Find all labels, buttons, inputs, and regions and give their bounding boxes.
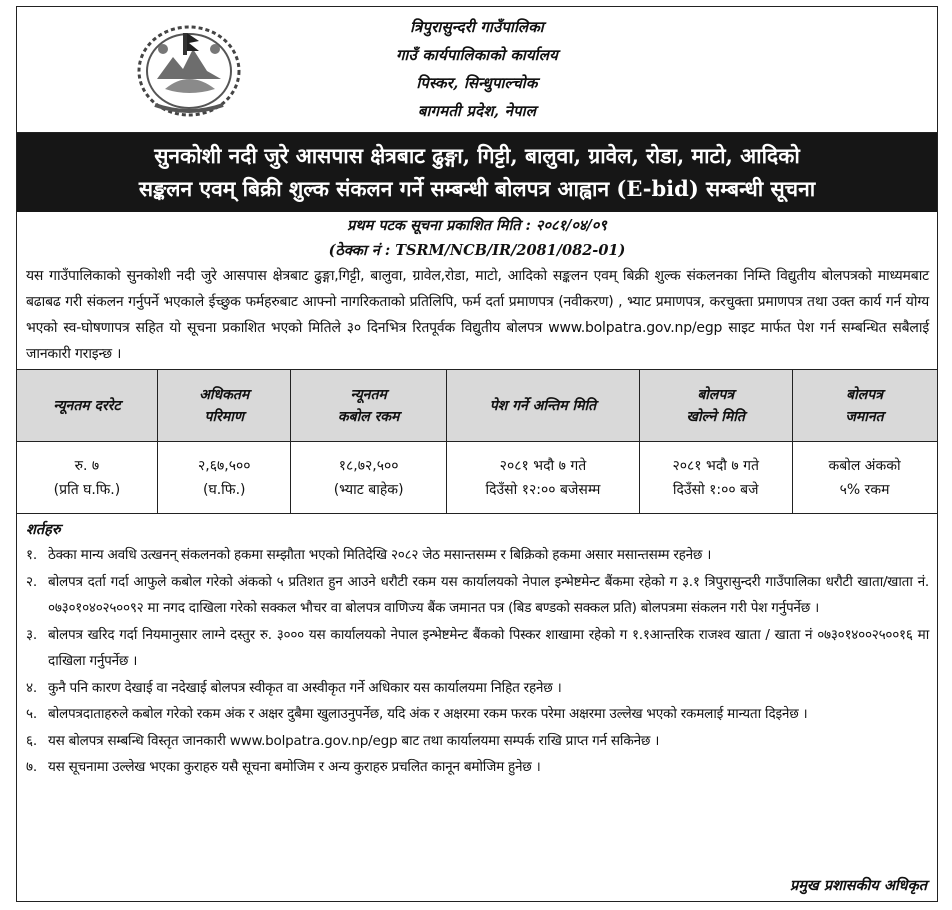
organization-block: [17, 13, 937, 125]
notice-title-line-1: सुनकोशी नदी जुरे आसपास क्षेत्रबाट ढुङ्गा, गिट्टी, बालुवा, ग्रावेल, रोडा, माटो, आदिको: [154, 143, 800, 168]
max-quantity-cell: २,६७,५०० (घ.फि.): [158, 442, 291, 514]
table-header-cell: अधिकतम परिमाण: [158, 370, 291, 442]
table-header-cell: न्यूनतम दररेट: [16, 370, 158, 442]
signature-title: प्रमुख प्रशासकीय अधिकृत: [790, 877, 927, 894]
org-location: पिस्कर, सिन्धुपाल्चोक: [416, 74, 538, 92]
submission-deadline-cell: २०८१ भदौ ७ गते दिउँसो १२:०० बजेसम्म: [447, 442, 640, 514]
bid-details-table: [16, 369, 938, 514]
table-header-row: [16, 370, 937, 442]
org-province: बागमती प्रदेश, नेपाल: [417, 102, 537, 120]
notice-title: [17, 133, 937, 212]
notice-header: [17, 7, 937, 133]
min-rate-cell: रु. ७ (प्रति घ.फि.): [16, 442, 158, 514]
publication-date: प्रथम पटक सूचना प्रकाशित मिति : २०८१/०४/०९: [347, 217, 607, 234]
list-item: ३. बोलपत्र खरिद गर्दा नियमानुसार लाग्ने दस्तुर रु. ३००० यस कार्यालयको नेपाल इन्भेष्टमेन्ट बैंकको पिस्कर शाखामा रहेको ग १.१आन्तरिक राजश्व खाता / खाता नं ०७३०१४००२५००१६ मा दाखिला गर्नुपर्नेछ ।: [26, 626, 929, 669]
min-bid-amount-cell: १८,७२,५०० (भ्याट बाहेक): [291, 442, 447, 514]
conditions-list: [17, 542, 937, 781]
notice-title-line-2: सङ्कलन एवम् बिक्री शुल्क संकलन गर्ने सम्बन्धी बोलपत्र आह्वान (E-bid) सम्बन्धी सूचना: [138, 176, 816, 201]
publication-info: [17, 212, 937, 263]
contract-number: (ठेक्का नं : TSRM/NCB/IR/2081/082-01): [328, 242, 626, 259]
opening-date-cell: २०८१ भदौ ७ गते दिउँसो १:०० बजे: [639, 442, 792, 514]
table-header-cell: बोलपत्र जमानत: [792, 370, 937, 442]
conditions-heading: शर्तहरु: [26, 521, 61, 538]
list-item: ५. बोलपत्रदाताहरुले कबोल गरेको रकम अंक र अक्षर दुबैमा खुलाउनुपर्नेछ, यदि अंक र अक्षरमा रकम फरक परेमा अक्षरमा उल्लेख भएको रकमलाई मान्यता दिइनेछ ।: [26, 706, 808, 722]
bid-security-cell: कबोल अंकको ५% रकम: [792, 442, 937, 514]
table-header-cell: पेश गर्ने अन्तिम मिति: [447, 370, 640, 442]
list-item: २. बोलपत्र दर्ता गर्दा आफुले कबोल गरेको अंकको ५ प्रतिशत हुन आउने धरौटी रकम यस कार्यालयको नेपाल इन्भेष्टमेन्ट बैंकमा रहेको ग ३.१ त्रिपुरासुन्दरी गाउँपालिका धरौटी खाता/खाता नं. ०७३०१०४०२५००९२ मा नगद दाखिला गरेको सक्कल भौचर वा बोलपत्र वाणिज्य बैंक जमानत पत्र (बिड बण्डको सक्कल प्रति) बोलपत्रमा संकलन गरी पेश गर्नुपर्नेछ ।: [26, 573, 929, 616]
table-row: [16, 442, 937, 514]
list-item: ६. यस बोलपत्र सम्बन्धि विस्तृत जानकारी www.bolpatra.gov.np/egp बाट तथा कार्यालयमा सम्पर्क राखि प्राप्त गर्न सकिनेछ ।: [26, 732, 660, 749]
org-office-name: गाउँ कार्यपालिकाको कार्यालय: [395, 46, 559, 64]
intro-paragraph: यस गाउँपालिकाको सुनकोशी नदी जुरे आसपास क्षेत्रबाट ढुङ्गा,गिट्टी, बालुवा, ग्रावेल,रोडा, माटो, आदिको सङ्कलन एवम् बिक्री शुल्क संकलनका निम्ति विद्युतीय बोलपत्रको माध्यमबाट बढाबढ गरी संकलन गर्नुपर्ने भएकाले ईच्छुक फर्महरुबाट आफ्नो नागरिकताको प्रतिलिपि, फर्म दर्ता प्रमाणपत्र (नवीकरण) , भ्याट प्रमाणपत्र, करचुक्ता प्रमाणपत्र तथा उक्त कार्य गर्न योग्य भएको स्व-घोषणापत्र सहित यो सूचना प्रकाशित भएको मितिले ३० दिनभित्र रितपूर्वक विद्युतीय बोलपत्र www.bolpatra.gov.np/egp साइट मार्फत पेश गर्न सम्बन्धित सबैलाई जानकारी गराइन्छ ।: [26, 268, 929, 362]
list-item: ४. कुनै पनि कारण देखाई वा नदेखाई बोलपत्र स्वीकृत वा अस्वीकृत गर्ने अधिकार यस कार्यालयमा निहित रहनेछ ।: [26, 679, 562, 696]
table-header-cell: बोलपत्र खोल्ने मिति: [639, 370, 792, 442]
list-item: १. ठेक्का मान्य अवधि उत्खनन् संकलनको हकमा सम्झौता भएको मितिदेखि २०८२ जेठ मसान्तसम्म र बिक्रिको हकमा असार मसान्तसम्म रहनेछ ।: [26, 547, 712, 563]
org-municipality-name: त्रिपुरासुन्दरी गाउँपालिका: [410, 18, 544, 36]
public-notice: [16, 6, 938, 902]
list-item: ७. यस सूचनामा उल्लेख भएका कुराहरु यसै सूचना बमोजिम र अन्य कुराहरु प्रचलित कानून बमोजिम हुनेछ ।: [26, 759, 541, 775]
table-header-cell: न्यूनतम कबोल रकम: [291, 370, 447, 442]
